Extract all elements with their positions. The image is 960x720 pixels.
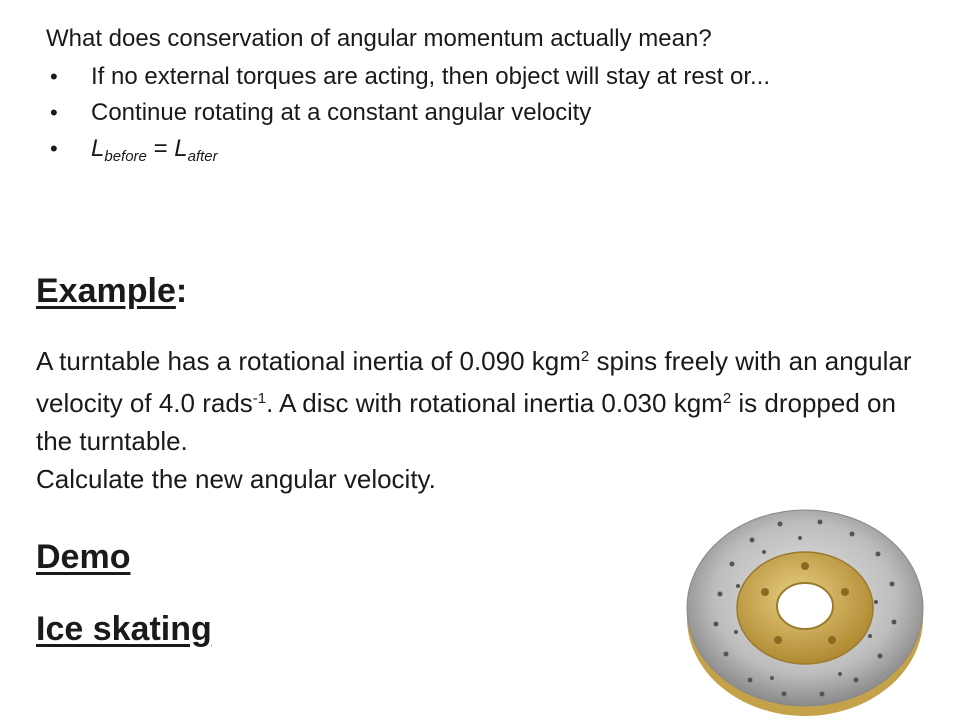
- bullet-list: [46, 60, 926, 176]
- bullet-text: Continue rotating at a constant angular velocity: [91, 99, 592, 126]
- problem-superscript: -1: [252, 390, 267, 407]
- bullet-dot: •: [50, 136, 58, 161]
- example-heading-colon: :: [175, 272, 188, 310]
- problem-part: A turntable has a rotational inertia of 0.090 kgm: [36, 346, 581, 376]
- question-text: What does conservation of angular momentum actually mean?: [46, 25, 712, 52]
- problem-part: is dropped on the turntable.: [36, 388, 896, 456]
- example-heading: [36, 270, 187, 312]
- bullet-item: [46, 60, 926, 94]
- example-heading-text: Example: [36, 272, 176, 310]
- demo-link[interactable]: Demo: [36, 538, 131, 576]
- problem-question: Calculate the new angular velocity.: [36, 464, 436, 494]
- bullet-item: [46, 96, 926, 130]
- equation-equals: =: [146, 135, 175, 162]
- ice-skating-link[interactable]: Ice skating: [36, 610, 212, 648]
- bullet-dot: •: [50, 64, 58, 89]
- equation-before: before: [104, 148, 147, 165]
- problem-text: [36, 338, 936, 498]
- equation-after: after: [187, 148, 218, 165]
- ice-skating-heading: [36, 608, 212, 650]
- equation-l: L: [91, 135, 105, 162]
- brake-disc-icon: [680, 494, 930, 718]
- demo-heading: [36, 536, 130, 578]
- equation-l2: L: [174, 135, 188, 162]
- problem-part: spins freely with an angular velocity of 4.0 rads: [36, 346, 912, 418]
- problem-part: . A disc with rotational inertia 0.030 kgm: [266, 388, 723, 418]
- bullet-item-equation: [46, 132, 926, 174]
- problem-superscript: 2: [722, 390, 732, 407]
- bullet-text: If no external torques are acting, then object will stay at rest or...: [91, 63, 771, 90]
- bullet-dot: •: [50, 100, 58, 125]
- problem-superscript: 2: [580, 348, 590, 365]
